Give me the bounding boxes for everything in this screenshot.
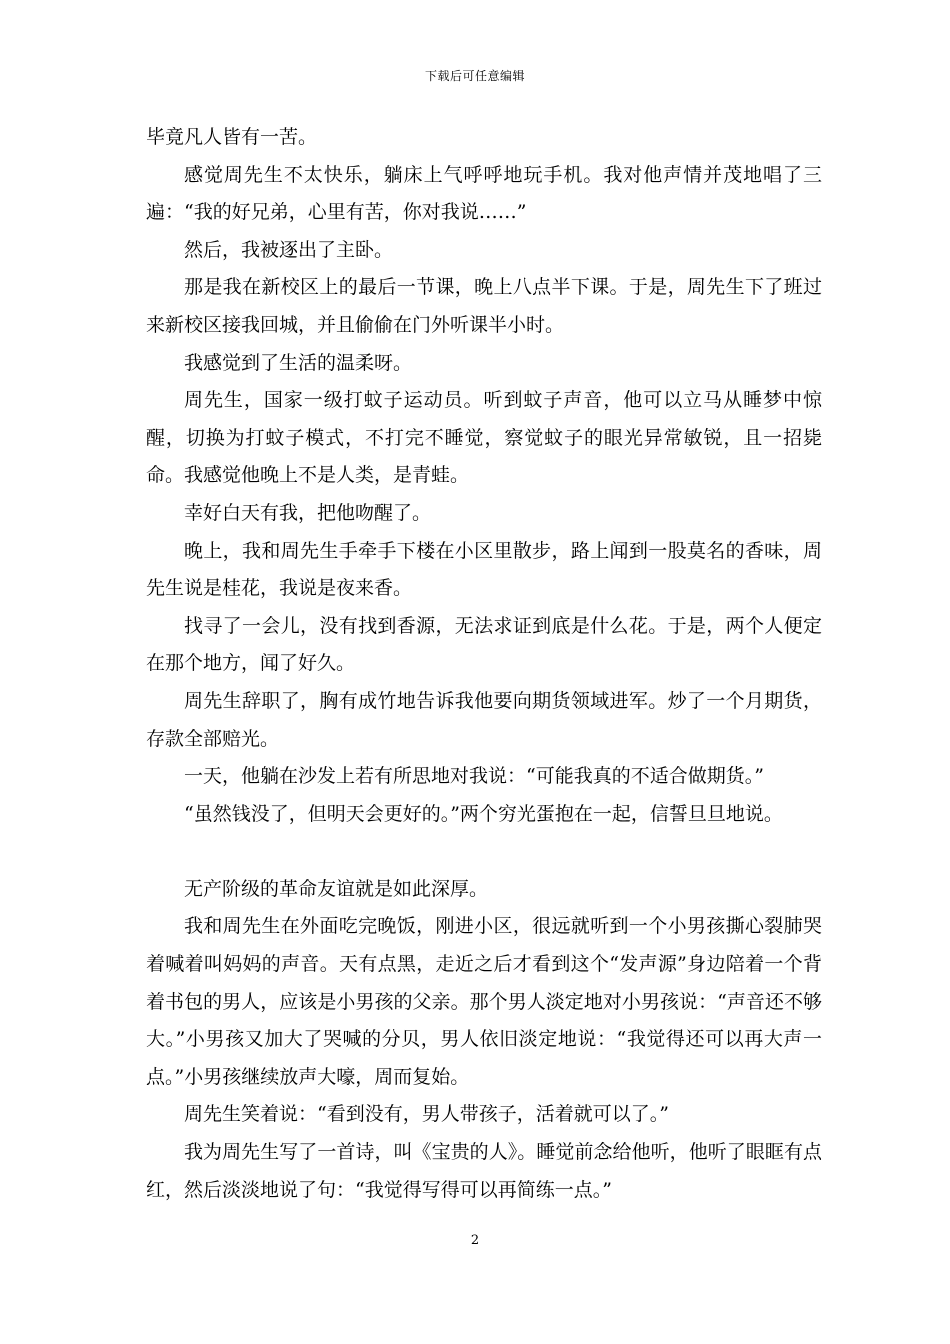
body-text <box>146 119 822 1209</box>
paragraph: “虽然钱没了，但明天会更好的。”两个穷光蛋抱在一起，信誓旦旦地说。 <box>184 802 783 825</box>
paragraph: 幸好白天有我，把他吻醒了。 <box>184 501 432 524</box>
blank-line <box>146 833 822 871</box>
paragraph: 找寻了一会儿，没有找到香源，无法求证到底是什么花。于是，两个人便定在那个地方，闻了好久。 <box>146 614 822 675</box>
paragraph: 毕竟凡人皆有一苦。 <box>146 126 318 148</box>
paragraph: 我为周先生写了一首诗，叫《宝贵的人》。睡觉前念给他听，他听了眼眶有点红，然后淡淡地说了句：“我觉得写得可以再简练一点。” <box>146 1141 822 1201</box>
paragraph: 周先生，国家一级打蚊子运动员。听到蚊子声音，他可以立马从睡梦中惊醒，切换为打蚊子模式，不打完不睡觉，察觉蚊子的眼光异常敏锐，且一招毙命。我感觉他晚上不是人类，是青蛙。 <box>146 389 822 487</box>
paragraph: 一天，他躺在沙发上若有所思地对我说：“可能我真的不适合做期货。” <box>184 765 764 788</box>
paragraph: 周先生笑着说：“看到没有，男人带孩子，活着就可以了。” <box>184 1103 669 1126</box>
paragraph: 那是我在新校区上的最后一节课，晚上八点半下课。于是，周先生下了班过来新校区接我回城，并且偷偷在门外听课半小时。 <box>146 276 822 336</box>
paragraph: 周先生辞职了，胸有成竹地告诉我他要向期货领域进军。炒了一个月期货，存款全部赔光。 <box>146 689 822 750</box>
paragraph: 感觉周先生不太快乐，躺床上气呼呼地玩手机。我对他声情并茂地唱了三遍：“我的好兄弟，心里有苦，你对我说……” <box>146 163 822 224</box>
paragraph: 我感觉到了生活的温柔呀。 <box>184 351 413 374</box>
paragraph: 然后，我被逐出了主卧。 <box>184 238 394 261</box>
paragraph: 我和周先生在外面吃完晚饭，刚进小区，很远就听到一个小男孩撕心裂肺哭着喊着叫妈妈的声音。天有点黑，走近之后才看到这个“发声源”身边陪着一个背着书包的男人，应该是小男孩的父亲。那个男人淡定地对小男孩说：“声音还不够大。”小男孩又加大了哭喊的分贝，男人依旧淡定地说：“我觉得还可以再大声一点。”小男孩继续放声大嚎，周而复始。 <box>146 915 822 1088</box>
paragraph: 晚上，我和周先生手牵手下楼在小区里散步，路上闻到一股莫名的香味，周先生说是桂花，我说是夜来香。 <box>146 539 822 600</box>
page-header: 下载后可任意编辑 <box>424 69 525 83</box>
paragraph: 无产阶级的革命友谊就是如此深厚。 <box>184 877 489 900</box>
page-number: 2 <box>470 1233 480 1248</box>
